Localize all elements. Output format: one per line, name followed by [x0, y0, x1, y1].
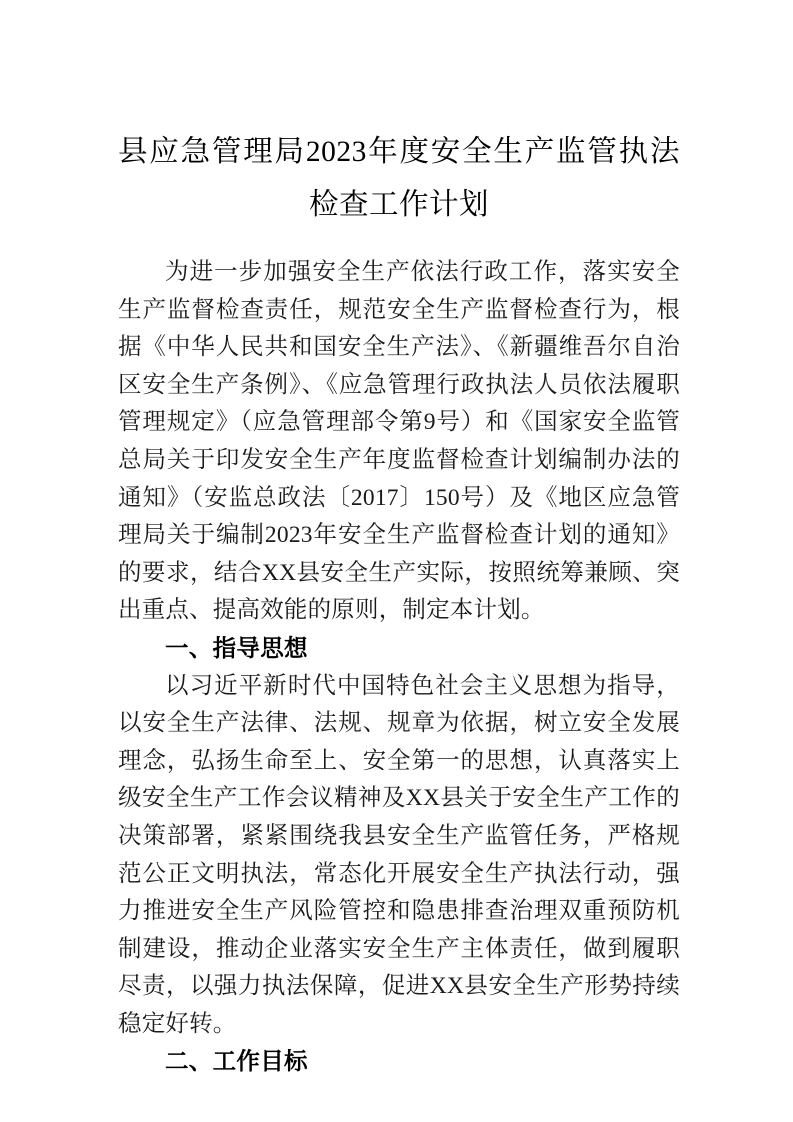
section-heading-2: 二、工作目标 [165, 1048, 308, 1075]
document-body [118, 254, 680, 1081]
intro-paragraph: 为进一步加强安全生产依法行政工作，落实安全生产监督检查责任，规范安全生产监督检查行为，根据《中华人民共和国安全生产法》、《新疆维吾尔自治区安全生产条例》、《应急管理行政执法人员依法履职管理规定》（应急管理部令第9号）和《国家安全监管总局关于印发安全生产年度监督检查计划编制办法的通知》（安监总政法〔2017〕150号）及《地区应急管理局关于编制2023年安全生产监督检查计划的通知》的要求，结合XX县安全生产实际，按照统筹兼顾、突出重点、提高效能的原则，制定本计划。 [118, 259, 680, 624]
page-title-line-2: 检查工作计划 [308, 189, 489, 221]
document-content [118, 0, 680, 1081]
page-title-line-1: 县应急管理局2023年度安全生产监管执法 [118, 136, 680, 168]
guiding-ideology-paragraph: 以习近平新时代中国特色社会主义思想为指导，以安全生产法律、法规、规章为依据，树立安全发展理念，弘扬生命至上、安全第一的思想，认真落实上级安全生产工作会议精神及XX县关于安全生产工作的决策部署，紧紧围绕我县安全生产监管任务，严格规范公正文明执法，常态化开展安全生产执法行动，强力推进安全生产风险管控和隐患排查治理双重预防机制建设，推动企业落实安全生产主体责任，做到履职尽责，以强力执法保障，促进XX县安全生产形势持续稳定好转。 [118, 672, 680, 1037]
section-heading-1: 一、指导思想 [165, 634, 308, 661]
page-title [118, 0, 680, 232]
